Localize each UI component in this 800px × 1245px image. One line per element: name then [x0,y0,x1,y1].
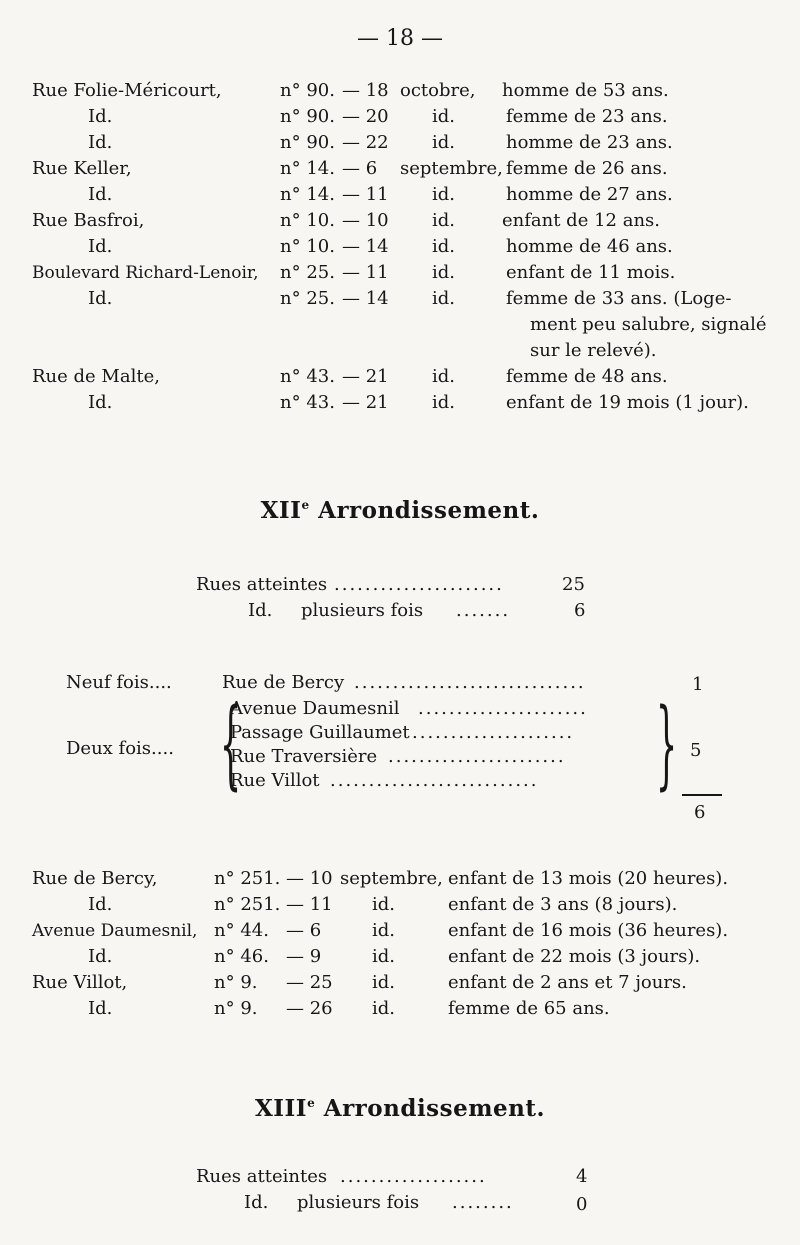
entry-month: id. [372,946,396,967]
entry-number: n° 9. [214,998,258,1019]
summary-value: 4 [576,1166,588,1187]
entry-month: id. [432,262,456,283]
summary-label: Rues atteintes [196,574,328,595]
summary-value: 25 [562,574,585,595]
entry-number: n° 10. [280,210,335,231]
summary-leader: ................... [340,1166,487,1187]
entry-number: n° 46. [214,946,269,967]
entry-day: — 14 [342,288,389,309]
entry-day: — 11 [342,184,389,205]
entry-number: n° 44. [214,920,269,941]
deux-fois-leader: ..................... [412,722,575,743]
entry-description: homme de 53 ans. [502,80,669,101]
entry-month: id. [432,184,456,205]
entry-description: femme de 23 ans. [506,106,668,127]
entry-description-continued: sur le relevé). [530,340,657,361]
entry-number: n° 90. [280,80,335,101]
entry-month: id. [432,210,456,231]
entry-description: femme de 33 ans. (Loge- [506,288,732,309]
entry-month: id. [432,392,456,413]
entry-description: enfant de 3 ans (8 jours). [448,894,678,915]
entry-day: — 6 [286,920,322,941]
total-rule [682,794,722,796]
entry-day: — 21 [342,366,389,387]
entry-street: Rue Folie-Méricourt, [32,80,222,101]
entry-number: n° 25. [280,288,335,309]
entry-month: id. [432,236,456,257]
entry-number: n° 43. [280,366,335,387]
entry-number: n° 251. [214,868,281,889]
entry-description: homme de 23 ans. [506,132,673,153]
neuf-fois-label: Neuf fois.... [66,672,172,693]
entry-description: femme de 26 ans. [506,158,668,179]
entry-number: n° 90. [280,106,335,127]
entry-month: id. [432,132,456,153]
entry-street: Rue Villot, [32,972,128,993]
entry-month: septembre, [340,868,443,889]
entry-description: enfant de 13 mois (20 heures). [448,868,729,889]
entry-description: enfant de 12 ans. [502,210,660,231]
entry-description: homme de 46 ans. [506,236,673,257]
entry-day: — 9 [286,946,322,967]
deux-fois-leader: ....................... [388,746,566,767]
section-heading-xii: XIIe Arrondissement. [260,497,540,524]
entry-number: n° 14. [280,184,335,205]
entry-number: n° 43. [280,392,335,413]
entry-street: Id. [88,236,113,257]
entry-number: n° 25. [280,262,335,283]
entry-street: Id. [88,132,113,153]
summary-leader: ........ [452,1192,514,1213]
entry-street: Id. [88,184,113,205]
deux-fois-leader: ........................... [330,770,539,791]
entry-description-continued: ment peu salubre, signalé [530,314,767,335]
deux-fois-label: Deux fois.... [66,738,174,759]
entry-month: id. [372,894,396,915]
entry-street: Boulevard Richard-Lenoir, [32,263,259,283]
entry-street: Id. [88,392,113,413]
deux-fois-leader: ...................... [418,698,588,719]
deux-fois-street: Rue Villot [230,770,320,791]
entry-street: Avenue Daumesnil, [32,921,198,941]
page-number: — 18 — [357,26,443,51]
entry-day: — 25 [286,972,333,993]
entry-day: — 22 [342,132,389,153]
entry-street: Id. [88,288,113,309]
summary-label: Rues atteintes [196,1166,328,1187]
neuf-fois-leader: .............................. [354,672,586,693]
entry-month: id. [372,972,396,993]
summary-leader: ....... [456,600,511,621]
right-brace: } [655,688,678,800]
entry-number: n° 9. [214,972,258,993]
entry-description: enfant de 16 mois (36 heures). [448,920,729,941]
deux-fois-street: Passage Guillaumet [230,722,410,743]
entry-day: — 11 [286,894,333,915]
entry-month: septembre, [400,158,503,179]
entry-month: id. [432,366,456,387]
entry-street: Id. [88,894,113,915]
summary-value: 0 [576,1194,588,1215]
entry-number: n° 90. [280,132,335,153]
entry-street: Rue de Bercy, [32,868,158,889]
entry-description: femme de 65 ans. [448,998,610,1019]
entry-month: id. [432,288,456,309]
frequency-total: 6 [694,802,706,823]
entry-number: n° 10. [280,236,335,257]
section-heading-xiii: XIIIe Arrondissement. [254,1095,546,1122]
left-brace: { [219,688,242,800]
entry-month: id. [432,106,456,127]
entry-day: — 20 [342,106,389,127]
entry-day: — 26 [286,998,333,1019]
entry-number: n° 251. [214,894,281,915]
deux-fois-street: Avenue Daumesnil [230,698,400,719]
entry-description: femme de 48 ans. [506,366,668,387]
entry-description: enfant de 2 ans et 7 jours. [448,972,687,993]
entry-day: — 21 [342,392,389,413]
entry-description: homme de 27 ans. [506,184,673,205]
entry-street: Id. [88,106,113,127]
summary-label: Id. plusieurs fois [244,1192,420,1213]
entry-street: Id. [88,946,113,967]
neuf-fois-value: 1 [692,674,704,695]
summary-value: 6 [574,600,586,621]
entry-street: Rue Basfroi, [32,210,145,231]
entry-description: enfant de 22 mois (3 jours). [448,946,701,967]
entry-day: — 18 [342,80,389,101]
entry-month: octobre, [400,80,476,101]
entry-day: — 10 [286,868,333,889]
entry-month: id. [372,998,396,1019]
deux-fois-street: Rue Traversière [230,746,378,767]
entry-day: — 10 [342,210,389,231]
entry-description: enfant de 19 mois (1 jour). [506,392,749,413]
entry-number: n° 14. [280,158,335,179]
entry-month: id. [372,920,396,941]
deux-fois-value: 5 [690,740,702,761]
neuf-fois-street: Rue de Bercy [222,672,345,693]
entry-day: — 14 [342,236,389,257]
entry-street: Rue Keller, [32,158,132,179]
entry-street: Id. [88,998,113,1019]
entry-day: — 11 [342,262,389,283]
entry-day: — 6 [342,158,378,179]
summary-label: Id. plusieurs fois [248,600,424,621]
entry-description: enfant de 11 mois. [506,262,676,283]
summary-leader: ...................... [334,574,504,595]
entry-street: Rue de Malte, [32,366,160,387]
